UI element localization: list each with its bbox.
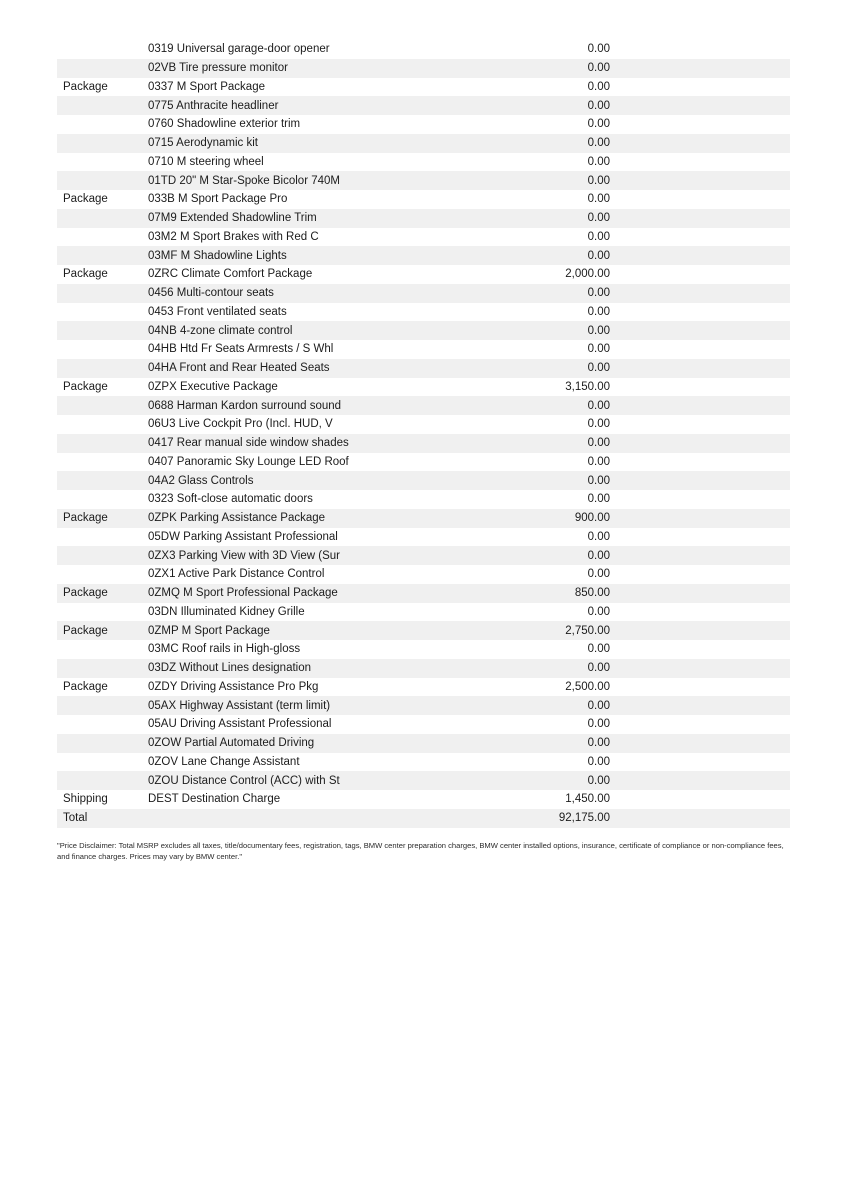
table-row [57, 153, 790, 172]
table-row [57, 78, 790, 97]
row-item: 03M2 M Sport Brakes with Red C [148, 230, 319, 243]
price-disclaimer: "Price Disclaimer: Total MSRP excludes all taxes, title/documentary fees, registration, tags, BMW center preparation charges, BMW center installed options, insurance, certificate of compliance or non-compliance fees, and finance charges. Prices may vary by BMW center." [57, 841, 784, 862]
row-price: 0.00 [587, 230, 610, 243]
row-item: 0775 Anthracite headliner [148, 99, 279, 112]
row-item: 04A2 Glass Controls [148, 474, 254, 487]
table-row [57, 396, 790, 415]
row-item: 0715 Aerodynamic kit [148, 137, 258, 150]
table-row [57, 453, 790, 472]
row-item: 0337 M Sport Package [148, 80, 265, 93]
table-row [57, 134, 790, 153]
row-price: 2,500.00 [565, 680, 610, 693]
row-price: 0.00 [587, 549, 610, 562]
table-row [57, 359, 790, 378]
row-label: Package [63, 512, 108, 525]
row-item: 0407 Panoramic Sky Lounge LED Roof [148, 455, 349, 468]
row-price: 0.00 [587, 418, 610, 431]
row-label: Package [63, 193, 108, 206]
row-price: 0.00 [587, 568, 610, 581]
row-price: 0.00 [587, 737, 610, 750]
row-item: 0ZPK Parking Assistance Package [148, 512, 326, 525]
row-item: 04NB 4-zone climate control [148, 324, 293, 337]
row-item: 0ZMQ M Sport Professional Package [148, 587, 338, 600]
row-item: 05AX Highway Assistant (term limit) [148, 699, 331, 712]
table-row [57, 546, 790, 565]
row-price: 0.00 [587, 643, 610, 656]
row-item: 03DN Illuminated Kidney Grille [148, 605, 305, 618]
row-item: 0ZDY Driving Assistance Pro Pkg [148, 680, 319, 693]
row-item: 03MF M Shadowline Lights [148, 249, 287, 262]
row-label: Package [63, 80, 108, 93]
table-row [57, 528, 790, 547]
table-row [57, 340, 790, 359]
row-price: 0.00 [587, 212, 610, 225]
row-item: 0453 Front ventilated seats [148, 305, 287, 318]
row-item: 0ZOW Partial Automated Driving [148, 737, 315, 750]
row-item: 0319 Universal garage-door opener [148, 43, 330, 56]
row-price: 0.00 [587, 362, 610, 375]
row-item: 0456 Multi-contour seats [148, 287, 274, 300]
row-item: 0ZX1 Active Park Distance Control [148, 568, 325, 581]
table-row [57, 209, 790, 228]
table-row [57, 809, 790, 828]
row-price: 1,450.00 [565, 793, 610, 806]
row-price: 0.00 [587, 474, 610, 487]
row-item: DEST Destination Charge [148, 793, 281, 806]
row-label: Package [63, 268, 108, 281]
row-price: 0.00 [587, 62, 610, 75]
row-price: 0.00 [587, 137, 610, 150]
row-item: 0ZRC Climate Comfort Package [148, 268, 313, 281]
table-row [57, 96, 790, 115]
table-row [57, 659, 790, 678]
row-label: Package [63, 380, 108, 393]
row-item: 0ZOU Distance Control (ACC) with St [148, 774, 340, 787]
row-label: Package [63, 680, 108, 693]
row-item: 07M9 Extended Shadowline Trim [148, 212, 317, 225]
table-row [57, 378, 790, 397]
row-item: 02VB Tire pressure monitor [148, 62, 288, 75]
row-item: 01TD 20" M Star-Spoke Bicolor 740M [148, 174, 340, 187]
pricing-table [57, 40, 790, 828]
table-row [57, 715, 790, 734]
row-price: 0.00 [587, 324, 610, 337]
table-row [57, 434, 790, 453]
row-price: 92,175.00 [558, 812, 610, 825]
row-price: 0.00 [587, 493, 610, 506]
row-price: 0.00 [587, 399, 610, 412]
row-item: 0760 Shadowline exterior trim [148, 118, 301, 131]
table-row [57, 190, 790, 209]
row-price: 0.00 [587, 699, 610, 712]
row-item: 0ZMP M Sport Package [148, 624, 270, 637]
row-price: 0.00 [587, 755, 610, 768]
row-item: 0688 Harman Kardon surround sound [148, 399, 342, 412]
table-row [57, 40, 790, 59]
row-price: 0.00 [587, 99, 610, 112]
row-price: 0.00 [587, 718, 610, 731]
row-item: 04HA Front and Rear Heated Seats [148, 362, 330, 375]
row-item: 033B M Sport Package Pro [148, 193, 288, 206]
table-row [57, 603, 790, 622]
row-label: Package [63, 624, 108, 637]
table-row [57, 265, 790, 284]
row-price: 0.00 [587, 305, 610, 318]
table-row [57, 303, 790, 322]
row-price: 3,150.00 [565, 380, 610, 393]
table-row [57, 471, 790, 490]
row-price: 850.00 [574, 587, 610, 600]
row-item: 03MC Roof rails in High-gloss [148, 643, 301, 656]
row-price: 0.00 [587, 287, 610, 300]
table-row [57, 59, 790, 78]
row-item: 0710 M steering wheel [148, 155, 264, 168]
table-row [57, 171, 790, 190]
row-item: 05DW Parking Assistant Professional [148, 530, 338, 543]
row-item: 0ZPX Executive Package [148, 380, 278, 393]
row-item: 0323 Soft-close automatic doors [148, 493, 313, 506]
table-row [57, 771, 790, 790]
row-item: 03DZ Without Lines designation [148, 662, 312, 675]
row-price: 0.00 [587, 118, 610, 131]
row-price: 0.00 [587, 155, 610, 168]
table-row [57, 415, 790, 434]
table-row [57, 640, 790, 659]
row-label: Shipping [63, 793, 108, 806]
row-price: 0.00 [587, 455, 610, 468]
row-price: 0.00 [587, 43, 610, 56]
row-price: 0.00 [587, 80, 610, 93]
table-row [57, 509, 790, 528]
row-item: 04HB Htd Fr Seats Armrests / S Whl [148, 343, 334, 356]
row-price: 2,750.00 [565, 624, 610, 637]
table-row [57, 753, 790, 772]
row-item: 05AU Driving Assistant Professional [148, 718, 332, 731]
table-row [57, 790, 790, 809]
table-row [57, 115, 790, 134]
row-price: 2,000.00 [565, 268, 610, 281]
row-price: 0.00 [587, 605, 610, 618]
table-row [57, 490, 790, 509]
table-row [57, 584, 790, 603]
row-price: 0.00 [587, 249, 610, 262]
row-price: 0.00 [587, 437, 610, 450]
table-row [57, 228, 790, 247]
table-row [57, 678, 790, 697]
row-item: 06U3 Live Cockpit Pro (Incl. HUD, V [148, 418, 333, 431]
table-row [57, 696, 790, 715]
row-price: 0.00 [587, 774, 610, 787]
table-row [57, 246, 790, 265]
row-price: 0.00 [587, 530, 610, 543]
row-price: 0.00 [587, 193, 610, 206]
row-price: 900.00 [574, 512, 610, 525]
table-row [57, 565, 790, 584]
table-row [57, 621, 790, 640]
row-label: Package [63, 587, 108, 600]
table-row [57, 734, 790, 753]
row-price: 0.00 [587, 343, 610, 356]
row-label: Total [63, 812, 88, 825]
row-item: 0ZX3 Parking View with 3D View (Sur [148, 549, 340, 562]
table-row [57, 284, 790, 303]
row-item: 0417 Rear manual side window shades [148, 437, 349, 450]
row-price: 0.00 [587, 174, 610, 187]
table-row [57, 321, 790, 340]
row-item: 0ZOV Lane Change Assistant [148, 755, 300, 768]
row-price: 0.00 [587, 662, 610, 675]
